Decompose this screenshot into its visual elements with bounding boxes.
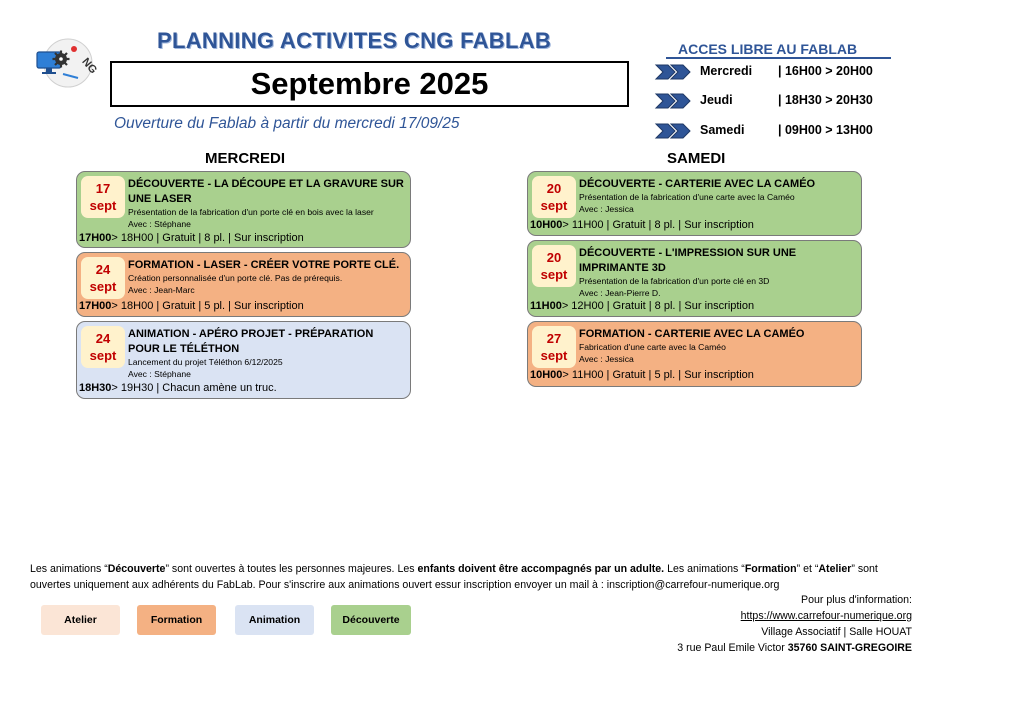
event-description: Création personnalisée d'un porte clé. Pas de prérequis. [128, 273, 343, 283]
legend-animation: Animation [235, 605, 314, 635]
acces-libre-row [654, 122, 894, 140]
date-month: sept [540, 348, 568, 363]
acces-libre-day: Jeudi [700, 93, 733, 107]
event-title: FORMATION - LASER - CRÉER VOTRE PORTE CLÉ. [128, 259, 400, 271]
date-badge [532, 245, 576, 287]
notice-bold: enfants doivent être accompagnés par un adulte. [417, 563, 665, 575]
date-month: sept [89, 279, 117, 294]
acces-libre-hours: | 09H00 > 13H00 [778, 123, 873, 137]
notice-part: Les animations “ [30, 563, 108, 575]
event-details: > 18H00 | Gratuit | 5 pl. | Sur inscription [111, 300, 304, 312]
notice-text [30, 561, 920, 593]
event-host: Avec : Stéphane [128, 369, 191, 379]
event-card[interactable] [76, 171, 411, 248]
event-details: > 18H00 | Gratuit | 8 pl. | Sur inscription [111, 232, 304, 244]
acces-libre-hours: | 18H30 > 20H30 [778, 93, 873, 107]
event-details: > 12H00 | Gratuit | 8 pl. | Sur inscription [561, 300, 755, 312]
info-location: Village Associatif | Salle HOUAT [761, 626, 912, 638]
date-month: sept [89, 198, 117, 213]
notice-bold: Atelier [818, 563, 852, 575]
event-footer [79, 382, 406, 394]
date-day: 20 [546, 181, 562, 196]
event-footer [79, 300, 406, 312]
info-address [677, 640, 912, 656]
event-description: Présentation de la fabrication d'une carte avec la Caméo [579, 192, 795, 202]
acces-libre-title: ACCES LIBRE AU FABLAB [666, 41, 891, 59]
date-month: sept [540, 267, 568, 282]
event-footer [530, 219, 857, 231]
column-title-samedi: SAMEDI [667, 150, 726, 167]
opening-note: Ouverture du Fablab à partir du mercredi 17/09/25 [114, 115, 460, 132]
event-title: DÉCOUVERTE - LA DÉCOUPE ET LA GRAVURE SUR UNE LASER [128, 178, 404, 205]
notice-bold: Formation [744, 563, 797, 575]
event-card[interactable] [76, 252, 411, 317]
event-description: Lancement du projet Téléthon 6/12/2025 [128, 357, 283, 367]
event-title: FORMATION - CARTERIE AVEC LA CAMÉO [579, 328, 805, 340]
acces-libre-day: Samedi [700, 123, 745, 137]
date-badge [532, 176, 576, 218]
event-description: Présentation de la fabrication d'un porte clé en bois avec la laser [128, 207, 374, 217]
notice-part: ” et “ [796, 563, 819, 575]
cng-logo [34, 38, 106, 88]
column-title-mercredi: MERCREDI [205, 150, 286, 167]
event-host: Avec : Jean-Pierre D. [579, 288, 661, 298]
acces-libre-row [654, 63, 894, 81]
month-title: Septembre 2025 [250, 66, 489, 101]
event-title: ANIMATION - APÉRO PROJET - PRÉPARATION POUR LE TÉLÉTHON [128, 328, 374, 355]
date-badge [81, 176, 125, 218]
event-description: Présentation de la fabrication d'un porte clé en 3D [579, 276, 770, 286]
date-day: 17 [95, 181, 111, 196]
event-start-time: 10H00 [530, 219, 563, 231]
event-title: DÉCOUVERTE - CARTERIE AVEC LA CAMÉO [579, 178, 816, 190]
date-badge [532, 326, 576, 368]
event-start-time: 17H00 [79, 300, 112, 312]
notice-part: ” sont ouvertes uniquement aux adhérents du FabLab. Pour s'inscrire aux animations ouvert essur inscription envoyer un mail à : inscription@carrefour-numerique.org [30, 563, 878, 591]
month-box [110, 61, 629, 107]
event-start-time: 10H00 [530, 369, 563, 381]
event-footer [530, 369, 857, 381]
legend-formation: Formation [137, 605, 216, 635]
date-day: 24 [95, 331, 111, 346]
acces-libre-row [654, 92, 894, 110]
event-footer [79, 232, 406, 244]
acces-libre-hours: | 16H00 > 20H00 [778, 64, 873, 78]
event-card[interactable] [76, 321, 411, 399]
date-month: sept [89, 348, 117, 363]
event-footer [530, 300, 857, 312]
event-details: > 19H30 | Chacun amène un truc. [111, 382, 277, 394]
event-start-time: 18H30 [79, 382, 112, 394]
double-chevron-icon [654, 93, 694, 109]
notice-part: ” sont ouvertes à toutes les personnes majeures. Les [165, 563, 418, 575]
date-day: 20 [546, 250, 562, 265]
date-day: 27 [546, 331, 562, 346]
double-chevron-icon [654, 123, 694, 139]
address-street: 3 rue Paul Emile Victor [677, 642, 788, 654]
event-description: Fabrication d'une carte avec la Caméo [579, 342, 726, 352]
double-chevron-icon [654, 64, 694, 80]
event-card[interactable] [527, 171, 862, 236]
website-link[interactable]: https://www.carrefour-numerique.org [740, 610, 912, 622]
logo-text: NG [79, 55, 100, 77]
legend-atelier: Atelier [41, 605, 120, 635]
event-host: Avec : Stéphane [128, 219, 191, 229]
acces-libre-day: Mercredi [700, 64, 753, 78]
event-card[interactable] [527, 321, 862, 387]
event-title: DÉCOUVERTE - L'IMPRESSION SUR UNE IMPRIMANTE 3D [579, 247, 797, 274]
date-badge [81, 326, 125, 368]
event-start-time: 11H00 [530, 300, 562, 312]
event-details: > 11H00 | Gratuit | 8 pl. | Sur inscription [562, 219, 754, 231]
event-details: > 11H00 | Gratuit | 5 pl. | Sur inscription [562, 369, 754, 381]
event-host: Avec : Jessica [579, 204, 634, 214]
event-card[interactable] [527, 240, 862, 317]
date-day: 24 [95, 262, 111, 277]
legend-decouverte: Découverte [331, 605, 411, 635]
info-heading: Pour plus d'information: [801, 594, 912, 606]
page-title: PLANNING ACTIVITES CNG FABLAB [157, 28, 552, 53]
address-city: 35760 SAINT-GREGOIRE [787, 642, 912, 654]
event-host: Avec : Jessica [579, 354, 634, 364]
date-badge [81, 257, 125, 299]
date-month: sept [540, 198, 568, 213]
notice-bold: Découverte [107, 563, 166, 575]
event-host: Avec : Jean-Marc [128, 285, 195, 295]
notice-part: Les animations “ [664, 563, 745, 575]
event-start-time: 17H00 [79, 232, 112, 244]
contact-info [677, 592, 912, 656]
